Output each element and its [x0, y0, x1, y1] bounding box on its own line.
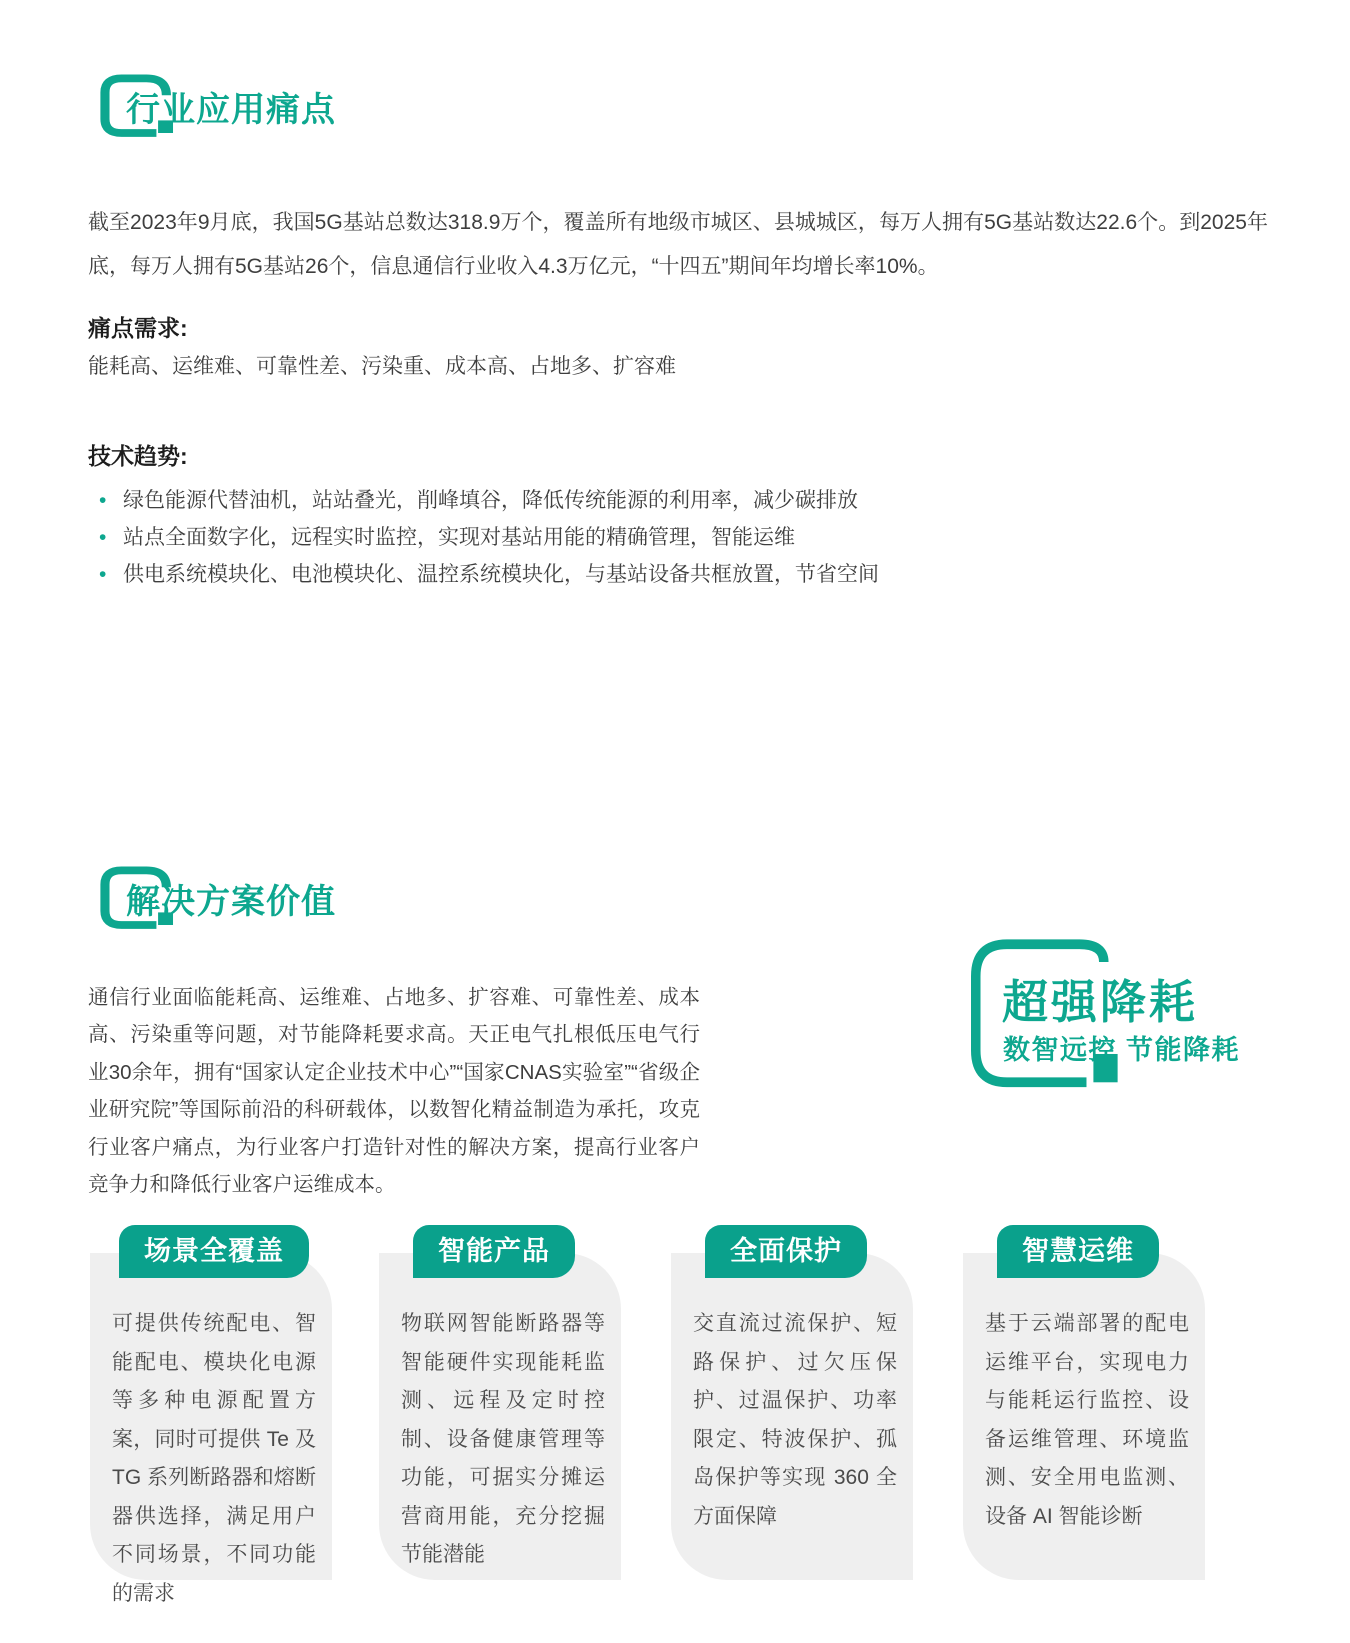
tech-trend-label: 技术趋势: — [88, 443, 188, 469]
trend-item: • 站点全面数字化，远程实时监控，实现对基站用能的精确管理，智能运维 — [95, 519, 879, 556]
card-title-badge: 智慧运维 — [997, 1225, 1159, 1278]
card-title-badge: 智能产品 — [413, 1225, 575, 1278]
card-title-badge: 场景全覆盖 — [119, 1225, 309, 1278]
card-body-text: 基于云端部署的配电运维平台，实现电力与能耗运行监控、设备运维管理、环境监测、安全用电监测、设备 AI 智能诊断 — [985, 1312, 1189, 1528]
feature-card-full-protection — [671, 1236, 913, 1580]
feature-card-smart-products — [379, 1236, 621, 1580]
card-body-text: 物联网智能断路器等智能硬件实现能耗监测、远程及定时控制、设备健康管理等功能，可据实分摊运营商用能，充分挖掘节能潜能 — [401, 1312, 605, 1566]
feature-card-scene-coverage — [90, 1236, 332, 1605]
callout-headline: 超强降耗 — [1002, 976, 1198, 1028]
card-body-text: 交直流过流保护、短路保护、过欠压保护、过温保护、功率限定、特波保护、孤岛保护等实现 360 全方面保障 — [693, 1312, 897, 1528]
callout-subline: 数智远控 节能降耗 — [1003, 1035, 1241, 1065]
trend-item: • 供电系统模块化、电池模块化、温控系统模块化，与基站设备共框放置，节省空间 — [95, 556, 879, 593]
solution-value-paragraph: 通信行业面临能耗高、运维难、占地多、扩容难、可靠性差、成本高、污染重等问题，对节能降耗要求高。天正电气扎根低压电气行业30余年，拥有“国家认定企业技术中心”“国家CNAS实验室”“省级企业研究院”等国际前沿的科研载体，以数智化精益制造为承托，攻克行业客户痛点，为行业客户打造针对性的解决方案，提高行业客户竞争力和降低行业客户运维成本。 — [88, 985, 700, 1196]
trend-item: • 绿色能源代替油机，站站叠光，削峰填谷，降低传统能源的利用率，减少碳排放 — [95, 482, 879, 519]
section-title-pain-points: 行业应用痛点 — [126, 91, 336, 129]
pain-intro-paragraph: 截至2023年9月底，我国5G基站总数达318.9万个，覆盖所有地级市城区、县城城区，每万人拥有5G基站数达22.6个。到2025年底，每万人拥有5G基站26个，信息通信行业收入4.3万亿元，“十四五”期间年均增长率10%。 — [88, 211, 1268, 278]
card-body-text: 可提供传统配电、智能配电、模块化电源等多种电源配置方案，同时可提供 Te 及 TG 系列断路器和熔断器供选择，满足用户不同场景，不同功能的需求 — [112, 1312, 316, 1605]
tech-trend-list — [95, 482, 879, 593]
pain-demand-text: 能耗高、运维难、可靠性差、污染重、成本高、占地多、扩容难 — [88, 355, 676, 378]
section-title-solution-value: 解决方案价值 — [126, 883, 336, 921]
pain-demand-label: 痛点需求: — [88, 315, 188, 341]
card-title-badge: 全面保护 — [705, 1225, 867, 1278]
feature-card-smart-ops — [963, 1236, 1205, 1580]
